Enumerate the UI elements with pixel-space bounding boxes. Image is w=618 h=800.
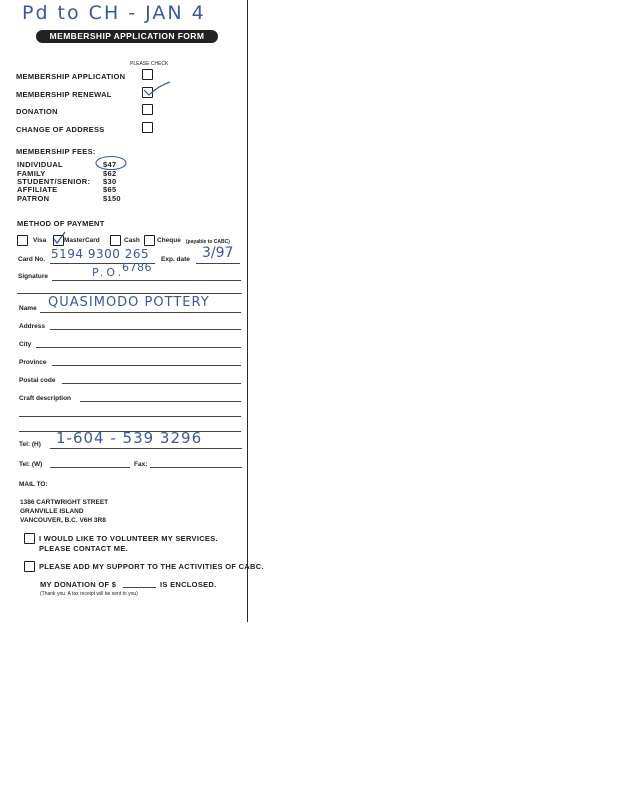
- donation-amount-line[interactable]: [123, 587, 156, 588]
- donation-checkbox[interactable]: [142, 104, 153, 115]
- change-of-address-checkbox[interactable]: [142, 122, 153, 133]
- donation-suffix-text: IS ENCLOSED.: [160, 580, 217, 589]
- please-check-label: PLEASE CHECK: [130, 61, 169, 67]
- fee-row: [17, 194, 127, 203]
- support-checkbox[interactable]: [24, 561, 35, 572]
- volunteer-text: I WOULD LIKE TO VOLUNTEER MY SERVICES.: [39, 534, 218, 543]
- renewal-checkmark-icon: [142, 80, 172, 98]
- craft-description-line[interactable]: [19, 416, 241, 417]
- mail-address-line: 1386 CARTWRIGHT STREET: [20, 499, 109, 506]
- fee-amount: $65: [103, 185, 117, 194]
- signature-handwritten[interactable]: P.O.: [92, 266, 125, 279]
- address-line[interactable]: [50, 329, 241, 330]
- tel-work-label: Tel: (W): [19, 461, 43, 468]
- postal-code-line[interactable]: [62, 383, 241, 384]
- city-label: City: [19, 341, 32, 348]
- page-fold-line: [247, 0, 248, 622]
- fee-amount: $47: [103, 160, 117, 169]
- name-line: [40, 312, 241, 313]
- method-of-payment-heading: METHOD OF PAYMENT: [17, 219, 105, 228]
- membership-renewal-label: MEMBERSHIP RENEWAL: [16, 90, 112, 99]
- fee-name: INDIVIDUAL: [17, 160, 63, 169]
- fee-amount: $30: [103, 177, 117, 186]
- support-text: PLEASE ADD MY SUPPORT TO THE ACTIVITIES OF CABC.: [39, 562, 264, 571]
- address-label: Address: [19, 323, 46, 330]
- card-number-handwritten[interactable]: 5194 9300 265: [51, 247, 150, 261]
- volunteer-checkbox[interactable]: [24, 533, 35, 544]
- mail-address-line: VANCOUVER, B.C. V6H 3R8: [20, 517, 106, 524]
- tel-home-line: [50, 448, 242, 449]
- name-handwritten[interactable]: QUASIMODO POTTERY: [48, 295, 210, 310]
- exp-date-handwritten[interactable]: 3/97: [202, 245, 234, 261]
- tel-home-handwritten[interactable]: 1-604 - 539 3296: [56, 429, 203, 447]
- cash-label: Cash: [124, 237, 140, 244]
- mail-address-line: GRANVILLE ISLAND: [20, 508, 84, 515]
- signature-label: Signature: [18, 273, 48, 280]
- exp-date-label: Exp. date: [161, 256, 190, 263]
- fee-name: PATRON: [17, 194, 50, 203]
- tel-home-label: Tel: (H): [19, 441, 41, 448]
- handwritten-payment-note: Pd to CH - JAN 4: [22, 2, 206, 24]
- section-divider: [17, 293, 242, 294]
- membership-application-checkbox[interactable]: [142, 69, 153, 80]
- cheque-checkbox[interactable]: [144, 235, 155, 246]
- signature-line: [52, 280, 241, 281]
- fee-row: [17, 185, 127, 194]
- province-line[interactable]: [52, 365, 241, 366]
- mastercard-label: MasterCard: [64, 237, 100, 244]
- fee-name: AFFILIATE: [17, 185, 58, 194]
- fee-name: FAMILY: [17, 169, 46, 178]
- tel-work-line[interactable]: [50, 467, 130, 468]
- fax-line[interactable]: [150, 467, 242, 468]
- visa-label: Visa: [33, 237, 47, 244]
- volunteer-contact-text: PLEASE CONTACT ME.: [39, 544, 129, 553]
- craft-description-line[interactable]: [80, 401, 241, 402]
- visa-checkbox[interactable]: [17, 235, 28, 246]
- cheque-label: Cheque: [157, 237, 181, 244]
- cheque-payable-note: (payable to CABC): [186, 239, 230, 245]
- name-label: Name: [19, 305, 37, 312]
- donation-prefix-text: MY DONATION OF $: [40, 580, 117, 589]
- fax-label: Fax:: [134, 461, 148, 468]
- donation-label: DONATION: [16, 107, 58, 116]
- postal-code-label: Postal code: [19, 377, 56, 384]
- province-label: Province: [19, 359, 47, 366]
- fee-amount: $62: [103, 169, 117, 178]
- fee-name: STUDENT/SENIOR:: [17, 177, 91, 186]
- change-of-address-label: CHANGE OF ADDRESS: [16, 125, 105, 134]
- fee-amount: $150: [103, 194, 121, 203]
- exp-date-line: [196, 263, 240, 264]
- card-number-label: Card No.: [18, 256, 46, 263]
- card-number-handwritten-second-line: 6786: [122, 261, 152, 274]
- tax-receipt-note: (Thank you. A tax receipt will be sent to you): [40, 591, 138, 597]
- membership-application-label: MEMBERSHIP APPLICATION: [16, 72, 126, 81]
- cash-checkbox[interactable]: [110, 235, 121, 246]
- membership-fees-heading: MEMBERSHIP FEES:: [16, 147, 96, 156]
- city-line[interactable]: [36, 347, 241, 348]
- mail-to-heading: MAIL TO:: [19, 481, 48, 488]
- craft-description-label: Craft description: [19, 395, 72, 402]
- form-title-banner: MEMBERSHIP APPLICATION FORM: [36, 30, 218, 43]
